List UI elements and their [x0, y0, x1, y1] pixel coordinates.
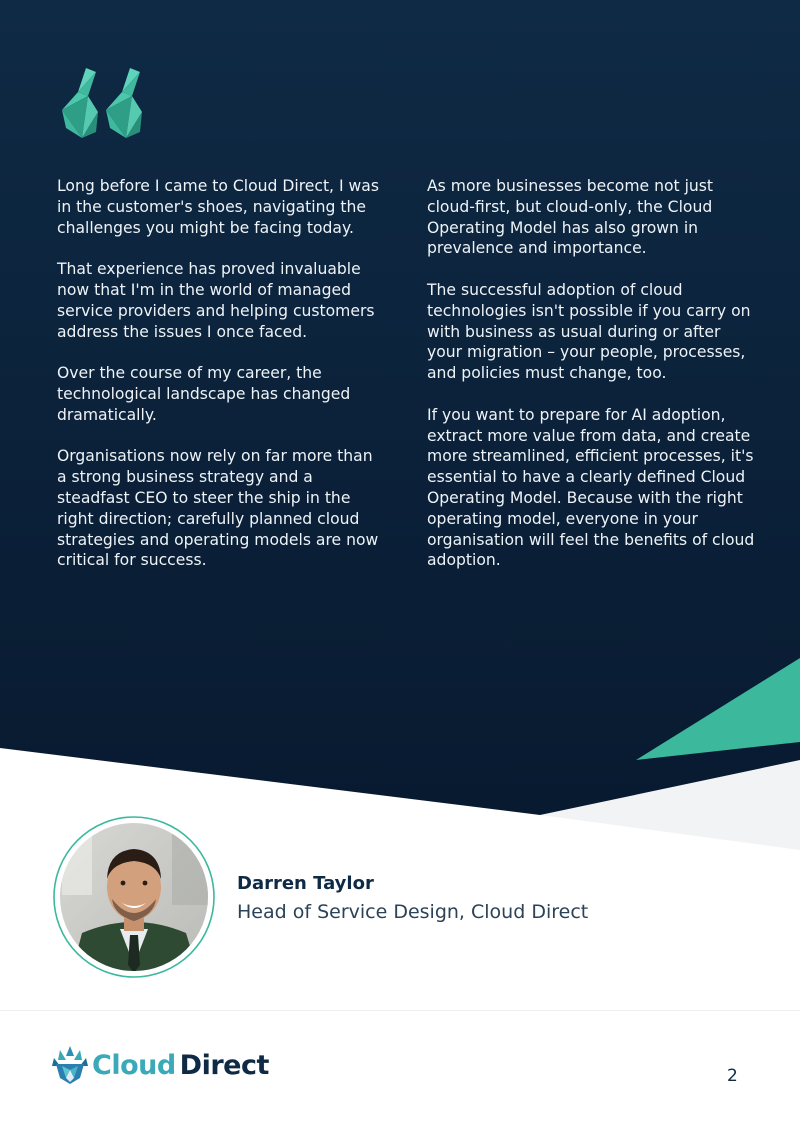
right-paragraph-1: As more businesses become not just cloud-first, but cloud-only, the Cloud Operating Model has also grown in prevalence and importance. [427, 177, 714, 258]
logo-word-cloud: Cloud [92, 1049, 176, 1081]
left-column [57, 176, 387, 592]
left-paragraph-3: Over the course of my career, the technological landscape has changed dramatically. [57, 364, 351, 424]
person-role: Head of Service Design, Cloud Direct [237, 901, 589, 923]
left-paragraph-4: Organisations now rely on far more than a strong business strategy and a steadfast CEO to steer the ship in the right direction; carefully planned cloud strategies and operating models are now critical for success. [57, 447, 379, 570]
person-name: Darren Taylor [237, 873, 374, 894]
right-paragraph-3: If you want to prepare for AI adoption, extract more value from data, and create more streamlined, efficient processes, it's essential to have a clearly defined Cloud Operating Model. Because with the right operating model, everyone in your organisation will feel the benefits of cloud adoption. [427, 405, 755, 570]
avatar [52, 815, 216, 979]
quote-icon [60, 66, 146, 140]
left-paragraph-1: Long before I came to Cloud Direct, I was in the customer's shoes, navigating the challenges you might be facing today. [57, 177, 379, 237]
right-column [427, 176, 757, 592]
left-paragraph-2: That experience has proved invaluable now that I'm in the world of managed service providers and helping customers address the issues I once faced. [57, 260, 375, 341]
right-paragraph-2: The successful adoption of cloud technologies isn't possible if you carry on with business as usual during or after your migration – your people, processes, and policies must change, too. [427, 280, 751, 383]
logo-flame-icon [52, 1046, 88, 1084]
cloud-direct-logo [52, 1046, 269, 1084]
logo-word-direct: Direct [179, 1049, 269, 1081]
page-number: 2 [727, 1066, 738, 1086]
